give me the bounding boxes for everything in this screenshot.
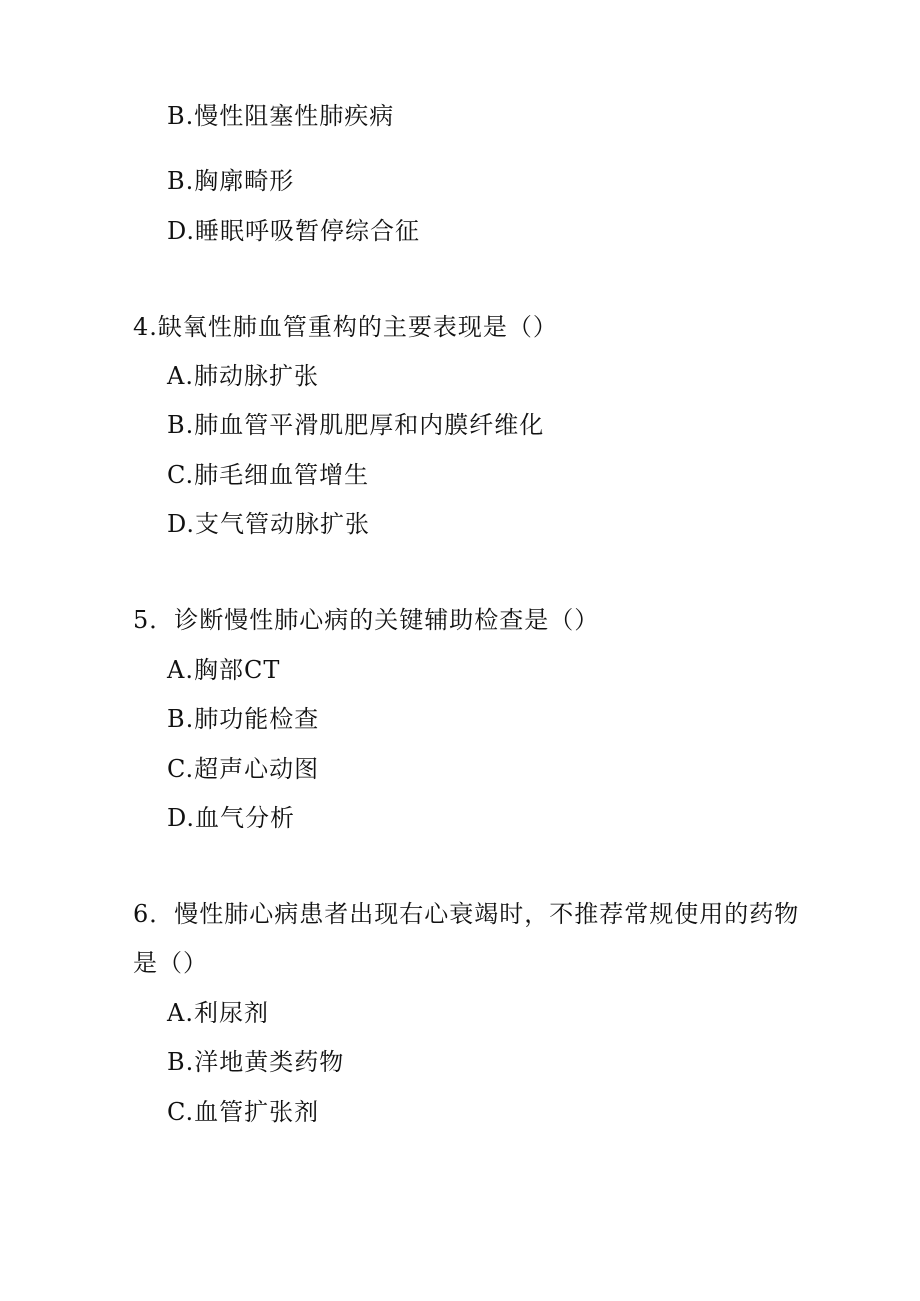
question-line: 5．诊断慢性肺心病的关键辅助检查是（） xyxy=(133,606,600,634)
option-line: A.胸部CT xyxy=(167,656,281,684)
question-line: 6．慢性肺心病患者出现右心衰竭时，不推荐常规使用的药物 xyxy=(133,900,800,928)
option-line: B.慢性阻塞性肺疾病 xyxy=(167,102,395,130)
option-line: B.洋地黄类药物 xyxy=(167,1048,345,1076)
option-line: C.肺毛细血管增生 xyxy=(167,461,370,489)
option-line: C.血管扩张剂 xyxy=(167,1098,320,1126)
question-line: 是（） xyxy=(133,949,208,977)
option-line: B.肺血管平滑肌肥厚和内膜纤维化 xyxy=(167,411,545,439)
option-line: B.肺功能检查 xyxy=(167,705,320,733)
option-line: D.血气分析 xyxy=(167,804,296,832)
option-line: A.肺动脉扩张 xyxy=(167,362,319,390)
option-line: A.利尿剂 xyxy=(167,999,269,1027)
option-line: D.支气管动脉扩张 xyxy=(167,510,371,538)
option-line: D.睡眠呼吸暂停综合征 xyxy=(167,217,421,245)
option-line: B.胸廓畸形 xyxy=(167,167,295,195)
option-line: C.超声心动图 xyxy=(167,755,320,783)
question-line: 4.缺氧性肺血管重构的主要表现是（） xyxy=(133,313,558,341)
